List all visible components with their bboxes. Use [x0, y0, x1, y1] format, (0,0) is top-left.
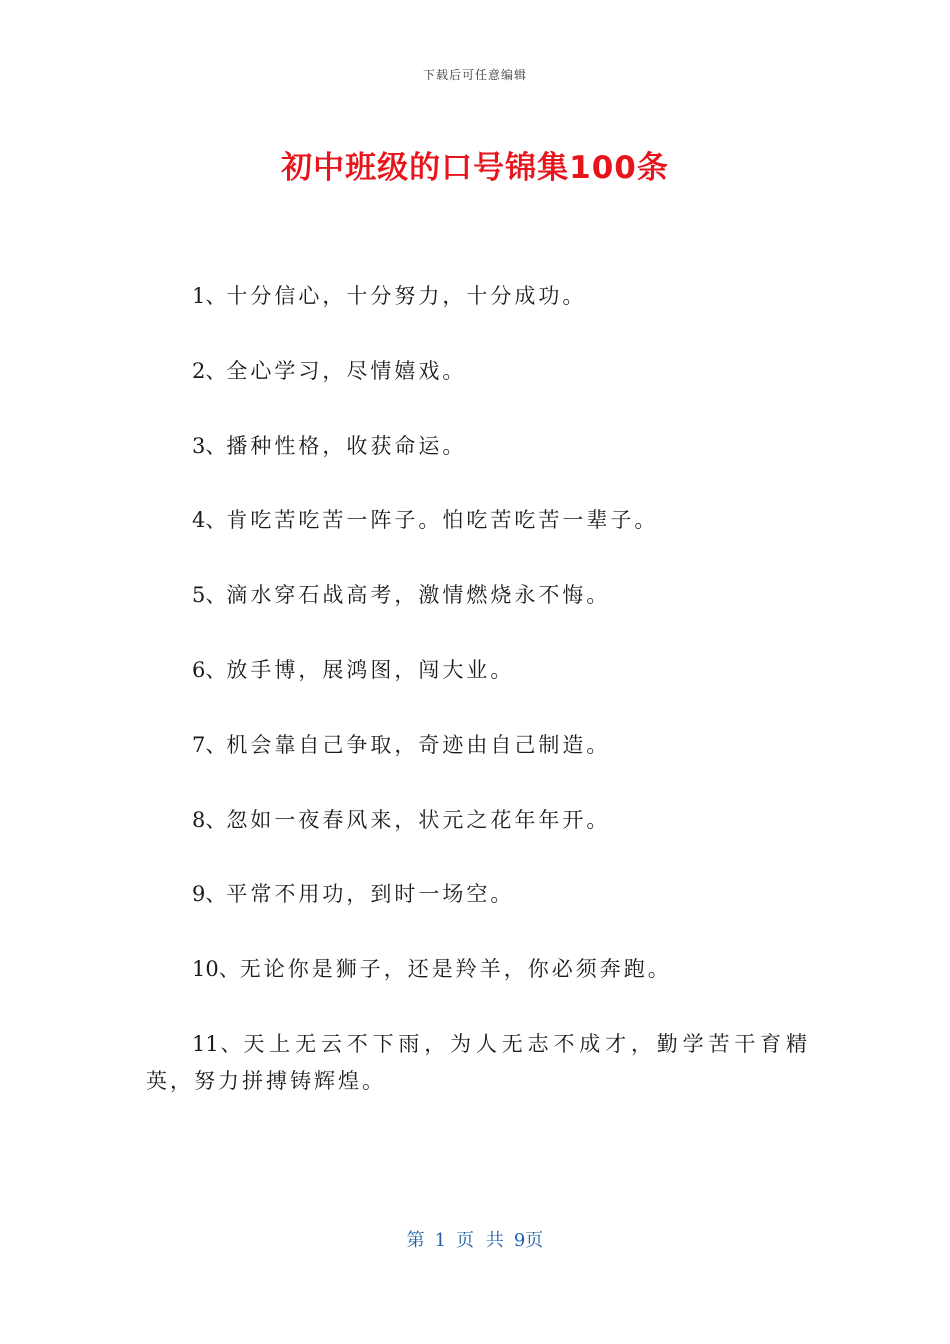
page-prefix: 第 — [406, 1230, 425, 1251]
item-number: 9、 — [192, 882, 227, 907]
item-number: 2、 — [192, 358, 227, 383]
item-text: 无论你是狮子，还是羚羊，你必须奔跑。 — [239, 957, 672, 982]
list-item — [146, 278, 810, 315]
header-note: 下载后可任意编辑 — [422, 68, 527, 82]
list-item — [146, 502, 810, 539]
page-total: 9页 — [513, 1230, 544, 1251]
slogan-list — [146, 278, 810, 1138]
item-text: 机会靠自己争取，奇迹由自己制造。 — [226, 732, 611, 757]
item-number: 8、 — [192, 807, 227, 832]
page-number-footer — [0, 1226, 950, 1252]
item-text: 忽如一夜春风来，状元之花年年开。 — [226, 807, 611, 832]
item-number: 4、 — [192, 508, 227, 533]
item-number: 6、 — [192, 657, 227, 682]
list-item — [146, 876, 810, 913]
page-mid: 页 共 — [456, 1230, 504, 1251]
list-item — [146, 951, 810, 988]
item-number: 7、 — [192, 732, 227, 757]
item-number: 1、 — [192, 284, 227, 308]
list-item — [146, 802, 810, 839]
item-text: 滴水穿石战高考，激情燃烧永不悔。 — [226, 583, 611, 608]
item-text: 播种性格，收获命运。 — [226, 433, 467, 458]
item-text: 平常不用功，到时一场空。 — [226, 882, 515, 907]
item-number: 11、 — [192, 1031, 244, 1056]
item-text: 放手博，展鸿图，闯大业。 — [226, 657, 515, 682]
list-item — [146, 1026, 810, 1101]
item-number: 5、 — [192, 583, 227, 608]
list-item — [146, 727, 810, 764]
item-text: 肯吃苦吃苦一阵子。怕吃苦吃苦一辈子。 — [226, 508, 659, 533]
item-text: 全心学习，尽情嬉戏。 — [226, 358, 467, 383]
list-item — [146, 577, 810, 614]
item-text: 十分信心，十分努力，十分成功。 — [226, 284, 587, 308]
document-title: 初中班级的口号锦集100条 — [281, 150, 669, 186]
item-number: 10、 — [192, 957, 240, 982]
list-item — [146, 652, 810, 689]
list-item — [146, 428, 810, 465]
item-text: 天上无云不下雨，为人无志不成才，勤学苦干育精英，努力拼搏铸辉煌。 — [146, 1031, 810, 1094]
list-item — [146, 353, 810, 390]
page-current: 1 — [434, 1230, 447, 1251]
item-number: 3、 — [192, 433, 227, 458]
